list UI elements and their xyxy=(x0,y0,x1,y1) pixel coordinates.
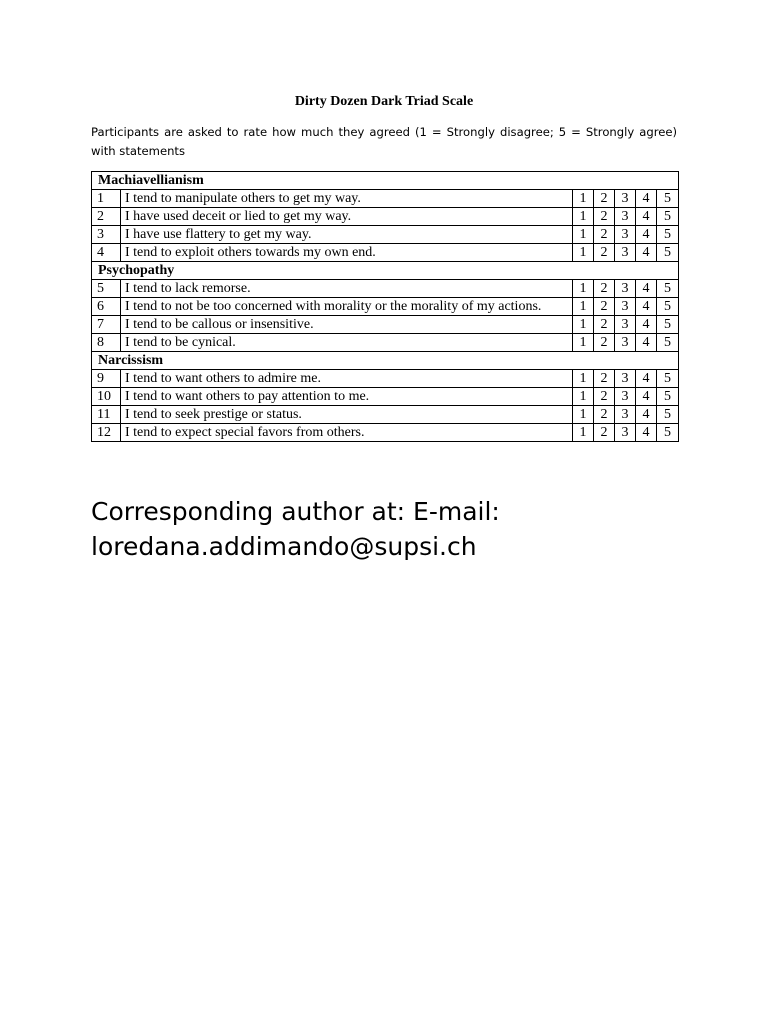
item-statement: I tend to want others to admire me. xyxy=(121,370,573,388)
rating-option: 1 xyxy=(573,388,594,406)
rating-option: 4 xyxy=(636,190,657,208)
rating-option: 1 xyxy=(573,280,594,298)
rating-option: 3 xyxy=(615,208,636,226)
item-statement: I tend to be callous or insensitive. xyxy=(121,316,573,334)
rating-option: 1 xyxy=(573,370,594,388)
rating-option: 1 xyxy=(573,298,594,316)
rating-option: 2 xyxy=(594,298,615,316)
rating-option: 3 xyxy=(615,280,636,298)
rating-option: 4 xyxy=(636,370,657,388)
table-row xyxy=(92,226,679,244)
item-number: 3 xyxy=(92,226,121,244)
rating-option: 2 xyxy=(594,208,615,226)
table-row xyxy=(92,316,679,334)
rating-option: 1 xyxy=(573,316,594,334)
rating-option: 1 xyxy=(573,208,594,226)
rating-option: 3 xyxy=(615,424,636,442)
section-name: Psychopathy xyxy=(92,262,679,280)
rating-option: 1 xyxy=(573,424,594,442)
section-header-row xyxy=(92,172,679,190)
table-row xyxy=(92,298,679,316)
item-number: 11 xyxy=(92,406,121,424)
rating-option: 2 xyxy=(594,280,615,298)
table-row xyxy=(92,208,679,226)
corresponding-author-contact: Corresponding author at: E-mail: loredana.addimando@supsi.ch xyxy=(91,497,500,561)
section-header-row xyxy=(92,352,679,370)
rating-option: 2 xyxy=(594,190,615,208)
item-statement: I have used deceit or lied to get my way. xyxy=(121,208,573,226)
rating-option: 1 xyxy=(573,334,594,352)
rating-option: 4 xyxy=(636,208,657,226)
rating-option: 3 xyxy=(615,298,636,316)
rating-option: 5 xyxy=(657,370,679,388)
section-header-row xyxy=(92,262,679,280)
rating-option: 3 xyxy=(615,226,636,244)
rating-option: 2 xyxy=(594,424,615,442)
rating-option: 5 xyxy=(657,226,679,244)
rating-option: 3 xyxy=(615,388,636,406)
rating-option: 4 xyxy=(636,406,657,424)
item-number: 10 xyxy=(92,388,121,406)
item-statement: I tend to be cynical. xyxy=(121,334,573,352)
item-statement: I tend to want others to pay attention to me. xyxy=(121,388,573,406)
rating-option: 2 xyxy=(594,226,615,244)
item-number: 1 xyxy=(92,190,121,208)
item-number: 8 xyxy=(92,334,121,352)
rating-option: 4 xyxy=(636,298,657,316)
item-number: 7 xyxy=(92,316,121,334)
page-title: Dirty Dozen Dark Triad Scale xyxy=(294,94,474,109)
table-row xyxy=(92,370,679,388)
item-number: 2 xyxy=(92,208,121,226)
item-statement: I tend to manipulate others to get my way. xyxy=(121,190,573,208)
rating-option: 2 xyxy=(594,316,615,334)
rating-option: 4 xyxy=(636,424,657,442)
rating-option: 4 xyxy=(636,244,657,262)
rating-option: 5 xyxy=(657,298,679,316)
scale-table-body xyxy=(92,172,679,442)
rating-option: 1 xyxy=(573,406,594,424)
rating-option: 3 xyxy=(615,334,636,352)
rating-option: 3 xyxy=(615,406,636,424)
rating-option: 5 xyxy=(657,208,679,226)
item-number: 9 xyxy=(92,370,121,388)
rating-option: 2 xyxy=(594,406,615,424)
rating-option: 4 xyxy=(636,316,657,334)
rating-option: 1 xyxy=(573,244,594,262)
item-number: 4 xyxy=(92,244,121,262)
rating-option: 4 xyxy=(636,334,657,352)
rating-option: 5 xyxy=(657,244,679,262)
rating-option: 4 xyxy=(636,388,657,406)
item-number: 6 xyxy=(92,298,121,316)
table-row xyxy=(92,334,679,352)
rating-option: 5 xyxy=(657,388,679,406)
rating-option: 2 xyxy=(594,244,615,262)
rating-option: 5 xyxy=(657,316,679,334)
item-statement: I have use flattery to get my way. xyxy=(121,226,573,244)
item-statement: I tend to not be too concerned with morality or the morality of my actions. xyxy=(121,298,573,316)
item-number: 5 xyxy=(92,280,121,298)
table-row xyxy=(92,424,679,442)
table-row xyxy=(92,190,679,208)
item-statement: I tend to expect special favors from others. xyxy=(121,424,573,442)
rating-option: 3 xyxy=(615,190,636,208)
item-statement: I tend to exploit others towards my own end. xyxy=(121,244,573,262)
table-row xyxy=(92,280,679,298)
rating-option: 3 xyxy=(615,244,636,262)
rating-option: 1 xyxy=(573,190,594,208)
item-number: 12 xyxy=(92,424,121,442)
rating-option: 5 xyxy=(657,280,679,298)
rating-option: 5 xyxy=(657,190,679,208)
rating-option: 2 xyxy=(594,334,615,352)
rating-option: 3 xyxy=(615,370,636,388)
rating-option: 4 xyxy=(636,226,657,244)
rating-option: 5 xyxy=(657,424,679,442)
section-name: Narcissism xyxy=(92,352,679,370)
rating-option: 5 xyxy=(657,334,679,352)
item-statement: I tend to seek prestige or status. xyxy=(121,406,573,424)
section-name: Machiavellianism xyxy=(92,172,679,190)
table-row xyxy=(92,244,679,262)
rating-option: 4 xyxy=(636,280,657,298)
rating-option: 2 xyxy=(594,370,615,388)
dark-triad-scale-table xyxy=(91,171,679,442)
table-row xyxy=(92,406,679,424)
item-statement: I tend to lack remorse. xyxy=(121,280,573,298)
instructions-text: Participants are asked to rate how much they agreed (1 = Strongly disagree; 5 = Strongly agree) with statements xyxy=(91,125,677,158)
rating-option: 1 xyxy=(573,226,594,244)
rating-option: 3 xyxy=(615,316,636,334)
rating-option: 5 xyxy=(657,406,679,424)
rating-option: 2 xyxy=(594,388,615,406)
table-row xyxy=(92,388,679,406)
